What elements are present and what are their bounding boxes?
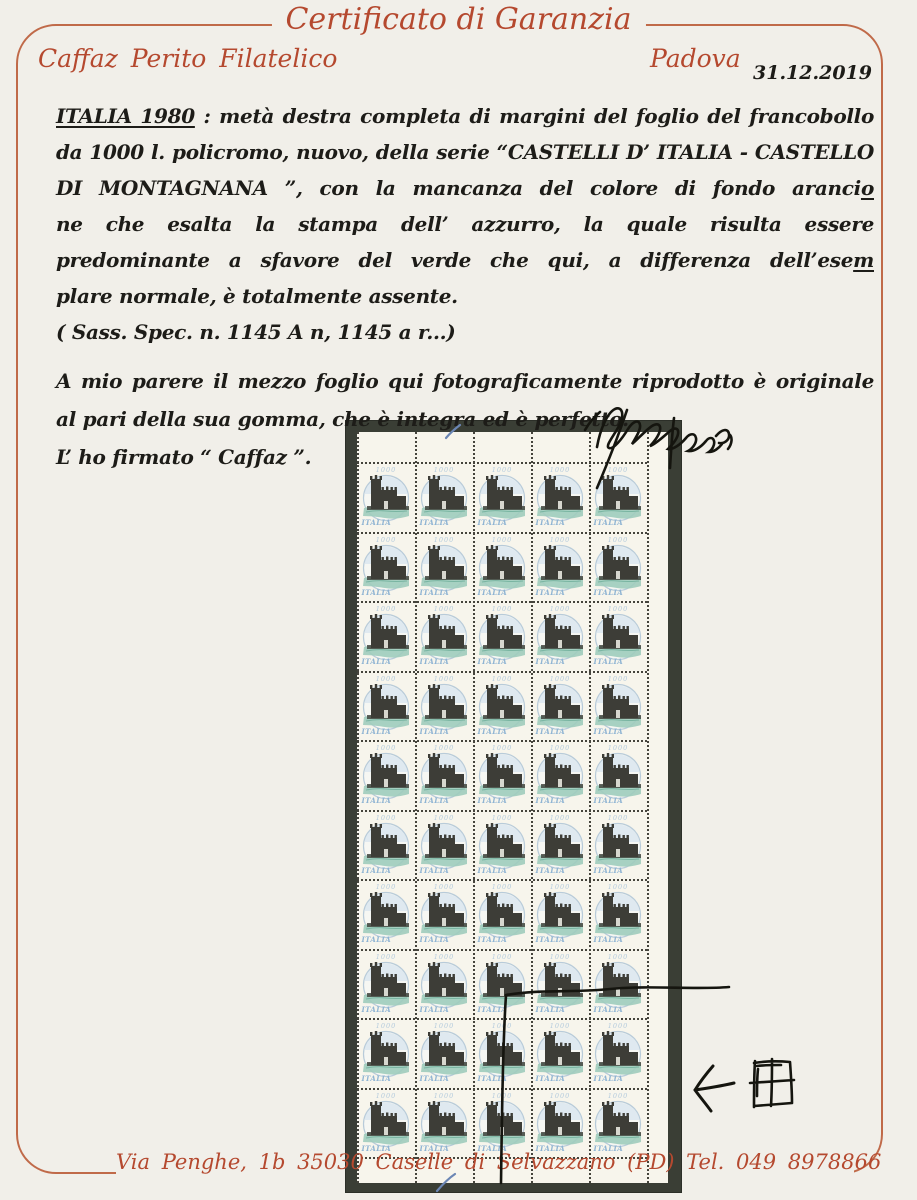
signature-statement: L’ ho firmato “ Caffaz ”. [56, 445, 312, 469]
opinion-paragraph [56, 362, 874, 476]
stamp [590, 1089, 648, 1158]
svg-text:1000: 1000 [607, 952, 629, 961]
stamp-sheet [357, 432, 668, 1183]
svg-text:ITALIA: ITALIA [419, 1004, 450, 1014]
castle-stamp-art [416, 602, 472, 669]
svg-text:1000: 1000 [375, 605, 397, 613]
stamp [358, 1019, 416, 1088]
svg-text:ITALIA: ITALIA [535, 935, 566, 944]
stamp [358, 741, 416, 810]
castle-stamp-art [416, 533, 472, 600]
svg-text:1000: 1000 [607, 535, 629, 544]
stamp [474, 672, 532, 741]
svg-text:ITALIA: ITALIA [477, 657, 508, 666]
svg-text:ITALIA: ITALIA [419, 1074, 450, 1083]
castle-stamp-art [532, 672, 588, 739]
svg-text:1000: 1000 [375, 952, 397, 961]
castle-stamp-art [474, 533, 530, 600]
castle-stamp-art [416, 672, 472, 739]
svg-text:1000: 1000 [549, 952, 571, 961]
stamp [590, 602, 648, 671]
opinion-line: A mio parere il mezzo foglio qui fotograficamente riprodotto è originale [56, 369, 874, 393]
stamp [532, 811, 590, 880]
svg-text:1000: 1000 [549, 674, 571, 683]
svg-text:1000: 1000 [491, 744, 513, 752]
stamp [416, 741, 474, 810]
stamp [590, 950, 648, 1019]
svg-text:1000: 1000 [607, 883, 629, 891]
castle-stamp-art [590, 1089, 646, 1156]
svg-text:1000: 1000 [433, 952, 455, 961]
svg-text:ITALIA: ITALIA [593, 1143, 624, 1153]
catalogue-reference: ( Sass. Spec. n. 1145 A n, 1145 a r...) [56, 320, 456, 344]
svg-text:ITALIA: ITALIA [535, 587, 566, 597]
castle-stamp-art [358, 741, 414, 808]
castle-stamp-art [474, 1019, 530, 1086]
svg-text:ITALIA: ITALIA [361, 796, 392, 805]
stamp [532, 950, 590, 1019]
description-line: da 1000 l. policromo, nuovo, della serie “CASTELLI D’ ITALIA - CASTELLO [56, 140, 874, 164]
stamp [358, 950, 416, 1019]
svg-text:1000: 1000 [491, 813, 513, 822]
svg-text:ITALIA: ITALIA [593, 796, 624, 805]
svg-text:ITALIA: ITALIA [361, 587, 392, 597]
svg-text:1000: 1000 [549, 883, 571, 891]
castle-stamp-art [358, 811, 414, 878]
svg-text:ITALIA: ITALIA [419, 865, 450, 875]
description-line: ne che esalta la stampa dell’ azzurro, la quale risulta essere [56, 212, 874, 236]
svg-text:ITALIA: ITALIA [361, 935, 392, 944]
svg-text:1000: 1000 [491, 883, 513, 891]
svg-text:1000: 1000 [375, 883, 397, 891]
svg-text:1000: 1000 [433, 674, 455, 683]
stamp [416, 1019, 474, 1088]
svg-text:ITALIA: ITALIA [477, 935, 508, 944]
castle-stamp-art [532, 880, 588, 947]
castle-stamp-art [474, 811, 530, 878]
svg-text:1000: 1000 [375, 466, 397, 474]
stamp [590, 672, 648, 741]
stamp [532, 1019, 590, 1088]
svg-text:ITALIA: ITALIA [535, 1074, 566, 1083]
stamp [532, 533, 590, 602]
castle-stamp-art [590, 880, 646, 947]
stamp [532, 880, 590, 949]
castle-stamp-art [358, 602, 414, 669]
certificate-title: Certificato di Garanzia [271, 2, 645, 37]
castle-stamp-art [590, 533, 646, 600]
castle-stamp-art [532, 950, 588, 1017]
svg-text:ITALIA: ITALIA [535, 657, 566, 666]
svg-text:1000: 1000 [491, 535, 513, 544]
stamp [532, 741, 590, 810]
svg-text:ITALIA: ITALIA [419, 796, 450, 805]
svg-text:ITALIA: ITALIA [593, 935, 624, 944]
svg-text:ITALIA: ITALIA [477, 587, 508, 597]
stamp [590, 741, 648, 810]
castle-stamp-art [532, 811, 588, 878]
svg-text:ITALIA: ITALIA [419, 587, 450, 597]
svg-text:ITALIA: ITALIA [361, 657, 392, 666]
castle-stamp-art [590, 811, 646, 878]
svg-text:ITALIA: ITALIA [361, 1143, 392, 1153]
svg-text:1000: 1000 [491, 1091, 513, 1100]
svg-text:1000: 1000 [375, 744, 397, 752]
description-line [56, 98, 874, 134]
svg-text:ITALIA: ITALIA [593, 587, 624, 597]
castle-stamp-art [358, 1019, 414, 1086]
svg-text:1000: 1000 [607, 466, 629, 474]
castle-stamp-art [474, 1089, 530, 1156]
stamp [416, 602, 474, 671]
svg-text:ITALIA: ITALIA [419, 657, 450, 666]
stamp [590, 533, 648, 602]
series-title-underlined: ITALIA 1980 [56, 104, 195, 128]
hyphen-underline: o [860, 176, 874, 200]
svg-text:ITALIA: ITALIA [535, 1004, 566, 1014]
svg-text:ITALIA: ITALIA [535, 796, 566, 805]
hyphen-underline: m [853, 248, 874, 272]
castle-stamp-art [590, 602, 646, 669]
svg-text:1000: 1000 [549, 1022, 571, 1030]
issuer-city: Padova [650, 44, 741, 73]
description-line [56, 170, 874, 206]
description-line [56, 242, 874, 278]
svg-text:ITALIA: ITALIA [361, 518, 392, 527]
stamp [474, 533, 532, 602]
castle-stamp-art [590, 950, 646, 1017]
castle-stamp-art [532, 1019, 588, 1086]
svg-text:1000: 1000 [433, 605, 455, 613]
stamp [590, 811, 648, 880]
svg-text:1000: 1000 [433, 535, 455, 544]
svg-text:1000: 1000 [607, 674, 629, 683]
stamp-sheet-photo [345, 420, 682, 1193]
castle-stamp-art [474, 880, 530, 947]
svg-text:1000: 1000 [607, 813, 629, 822]
svg-text:ITALIA: ITALIA [419, 726, 450, 736]
castle-stamp-art [532, 1089, 588, 1156]
stamp [358, 811, 416, 880]
stamp [358, 672, 416, 741]
svg-text:ITALIA: ITALIA [593, 865, 624, 875]
castle-stamp-art [358, 672, 414, 739]
svg-text:ITALIA: ITALIA [593, 726, 624, 736]
castle-stamp-art [532, 741, 588, 808]
svg-text:1000: 1000 [375, 674, 397, 683]
svg-text:1000: 1000 [549, 466, 571, 474]
svg-text:ITALIA: ITALIA [419, 1143, 450, 1153]
castle-stamp-art [474, 741, 530, 808]
stamp [416, 950, 474, 1019]
svg-text:ITALIA: ITALIA [419, 935, 450, 944]
svg-text:1000: 1000 [433, 744, 455, 752]
stamp [416, 672, 474, 741]
description-text: : metà destra completa di margini del foglio del francobollo [194, 104, 874, 128]
svg-text:1000: 1000 [433, 813, 455, 822]
stamp [474, 602, 532, 671]
stamp [358, 533, 416, 602]
castle-stamp-art [474, 950, 530, 1017]
svg-text:1000: 1000 [607, 1091, 629, 1100]
footer-address: Via Penghe, 1b 35030 Caselle di Selvazzano (PD) Tel. 049 8978866 [116, 1150, 882, 1174]
stamp [474, 950, 532, 1019]
stamp [416, 811, 474, 880]
castle-stamp-art [532, 533, 588, 600]
description-paragraph [56, 98, 874, 350]
castle-stamp-art [358, 533, 414, 600]
svg-text:1000: 1000 [375, 813, 397, 822]
castle-stamp-art [358, 1089, 414, 1156]
svg-text:ITALIA: ITALIA [361, 1004, 392, 1014]
svg-text:1000: 1000 [549, 1091, 571, 1100]
svg-text:1000: 1000 [549, 744, 571, 752]
svg-text:ITALIA: ITALIA [361, 865, 392, 875]
svg-text:1000: 1000 [607, 605, 629, 613]
castle-stamp-art [358, 880, 414, 947]
svg-text:1000: 1000 [491, 1022, 513, 1030]
stamp [532, 672, 590, 741]
castle-stamp-art [416, 741, 472, 808]
svg-text:ITALIA: ITALIA [593, 518, 624, 527]
svg-text:ITALIA: ITALIA [477, 1074, 508, 1083]
description-text: predominante a sfavore del verde che qui, a differenza dell’ese [56, 248, 854, 272]
svg-text:ITALIA: ITALIA [477, 865, 508, 875]
svg-text:1000: 1000 [433, 883, 455, 891]
stamp [416, 533, 474, 602]
description-line: plare normale, è totalmente assente. [56, 284, 458, 308]
stamp [474, 1019, 532, 1088]
svg-text:1000: 1000 [375, 1022, 397, 1030]
svg-text:ITALIA: ITALIA [535, 865, 566, 875]
castle-stamp-art [590, 1019, 646, 1086]
stamp [474, 811, 532, 880]
opinion-line: al pari della sua gomma, che è integra ed è perfetto. [56, 407, 629, 431]
svg-text:1000: 1000 [491, 952, 513, 961]
castle-stamp-art [590, 672, 646, 739]
description-text: DI MONTAGNANA ”, con la mancanza del colore di fondo aranci [56, 176, 861, 200]
svg-text:1000: 1000 [375, 1091, 397, 1100]
castle-stamp-art [416, 1019, 472, 1086]
stamp [474, 741, 532, 810]
stamp [358, 602, 416, 671]
castle-stamp-art [416, 880, 472, 947]
svg-text:ITALIA: ITALIA [477, 726, 508, 736]
svg-text:1000: 1000 [549, 605, 571, 613]
svg-text:ITALIA: ITALIA [477, 1004, 508, 1014]
svg-text:ITALIA: ITALIA [477, 1143, 508, 1153]
svg-text:1000: 1000 [549, 813, 571, 822]
svg-text:ITALIA: ITALIA [361, 726, 392, 736]
castle-stamp-art [474, 602, 530, 669]
stamp [532, 602, 590, 671]
svg-text:1000: 1000 [433, 1022, 455, 1030]
svg-text:ITALIA: ITALIA [593, 657, 624, 666]
stamp [590, 880, 648, 949]
svg-text:1000: 1000 [549, 535, 571, 544]
svg-text:1000: 1000 [607, 744, 629, 752]
svg-text:1000: 1000 [491, 466, 513, 474]
svg-text:1000: 1000 [433, 1091, 455, 1100]
stamp [590, 1019, 648, 1088]
stamp [358, 880, 416, 949]
svg-text:ITALIA: ITALIA [593, 1074, 624, 1083]
stamp [416, 880, 474, 949]
stamp [358, 1089, 416, 1158]
svg-text:ITALIA: ITALIA [477, 796, 508, 805]
stamp [416, 1089, 474, 1158]
svg-text:ITALIA: ITALIA [535, 726, 566, 736]
svg-text:1000: 1000 [433, 466, 455, 474]
castle-stamp-art [474, 672, 530, 739]
svg-text:ITALIA: ITALIA [361, 1074, 392, 1083]
svg-text:1000: 1000 [607, 1022, 629, 1030]
castle-stamp-art [416, 811, 472, 878]
svg-text:1000: 1000 [375, 535, 397, 544]
castle-stamp-art [532, 602, 588, 669]
stamp [474, 880, 532, 949]
castle-stamp-art [590, 741, 646, 808]
castle-stamp-art [416, 1089, 472, 1156]
svg-text:ITALIA: ITALIA [535, 518, 566, 527]
stamp [532, 1089, 590, 1158]
castle-stamp-art [358, 950, 414, 1017]
svg-text:ITALIA: ITALIA [535, 1143, 566, 1153]
svg-text:ITALIA: ITALIA [419, 518, 450, 527]
castle-stamp-art [416, 950, 472, 1017]
issuer-name: Caffaz Perito Filatelico [38, 44, 338, 73]
svg-text:1000: 1000 [491, 605, 513, 613]
svg-text:1000: 1000 [491, 674, 513, 683]
stamp [474, 1089, 532, 1158]
svg-text:ITALIA: ITALIA [477, 518, 508, 527]
certificate-date: 31.12.2019 [753, 62, 872, 84]
svg-text:ITALIA: ITALIA [593, 1004, 624, 1014]
